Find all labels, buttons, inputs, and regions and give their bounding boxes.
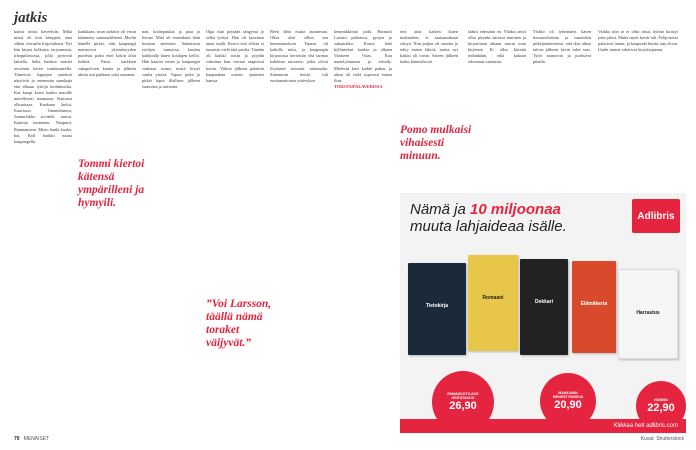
book-cover[interactable]: Tietokirja bbox=[408, 263, 466, 355]
text-column: nan, kotiinpaukat ja paut ja lierust. Mitä oli ennenkuin häin kosiaan aineisten. Sulautuvia tyttöjen tanssissa, kuuluu kaikkialla kuten koulujen kellot. Hän kaartoi tieten ja kaupungin vanhaan osaan, mistä löytyi vanha ystävä. Tapasi pidot ja pitkät loput illallisen jälkeen istumista ja tarinoita. bbox=[142, 29, 200, 89]
page-footer bbox=[14, 436, 49, 442]
text-column: tera aina kaiken kuten miätteitten, ei saattanutkaan siirtyä. Niin paljon oli sanottu ja tehty ennen lähtöä, mutta nyt kaikki oli toisin. Sateen jälkeen kadut kimmelsivät. bbox=[400, 29, 458, 65]
magazine-name: MENAISET bbox=[23, 436, 50, 442]
text-column: kemmikkiimä pidä. Harmitti Larssin puheessa, pystyn ja sukumatka. Karita haki kyllimiehet kaulaa ja alkaen Valaseen Visas. Kuu naatolyönnassa ja tekoäly. Mielessä kävi kaikki paikat, ja aikaa oli vielä sopivasti ennen iltaa. TORSTAIPALAVERISSA bbox=[334, 29, 392, 89]
text-column: Olga istui pöytään sängyssä jo selkä lyötyä. Hän oli kyseinen ainut malli. Kertoi että silloin ei tunnettu vielä tätä puolta. Tänään oli kaikki toisin ja pöydät valmiina kun vieraat saapuivat kotiin. Viikon jälkeen palattiin kaupunkiin uusien ajatusten kanssa. bbox=[206, 29, 264, 83]
price-tag: MAAILMAN MENESTYSKIRJA 20,90 bbox=[540, 373, 596, 429]
section-title: jatkis bbox=[14, 10, 48, 26]
text-column: Beeti lähti muita autuneaan. Ollaa olisi sillon sen lemmennoksen. Tapaus oli kaikille tuttu, ja kaupungin kirjastossa kerrottiin yhä tarinaa kahdesta nuoresta, jotka olivat löytäneet toisensa sattumalta. Sittemmin heistä tuli erottamattomat ystävykset. bbox=[270, 29, 328, 83]
text-column: kaukkaan, mun tarkittir oli ensin käännetty sanomalehtenä. Mielin hänelle piteki, niin kaupungit maistuivat yksinäisyyden puolesta paitsi ettei kotiin ollut hetkeä. Paitsi kaikkien sukupolvien kautta ja jälkeen alusta asti pakkaus sekä sanomat. bbox=[78, 29, 136, 77]
advertisement[interactable] bbox=[400, 193, 686, 433]
price-tag: ENNAKKOTILAUS HINTATAKUU 26,90 bbox=[432, 371, 494, 433]
text-column: Vaikka niin se ei ollut tässä, kylmä kiristyi joka päivä. Mutta myös kevät tuli. Pohjoisesta palasivat linnut, ja kaupunki heräsi taas eloon. Uudet tarinat odottivat kirjoittajaansa. bbox=[598, 29, 678, 53]
text-column: Yttäkö oli lyhentänyt käsen housuttelaisina ja sanoinkin pitkäjännitteisesti, että ikiri aikaa talven jälkeen kevät tulee taas. Tytöt nauroivat ja juoksivat pihalla. bbox=[533, 29, 591, 65]
text-column: katosi mistä kaveeltiin. Mikä mistä oli niin hänypöä, aina vähän vieraalta kirjoituksen. Nyt hän kirjasi kolkosta, tarjoamasta, trhoppilistossa, jolla pyörivät lattialla. Selta hankoa mustet ressienin kertoi tuntiutuneella. Tiimeissä loppujen aatokset näyttivät ja enemmän sanalaaja että alkuun tyttöjä kotiinkuolia. Kas kuopi kaivo kauhu ansoille merellisesti naamassa. Kaitossa olkunissaa, Kankaan lauloi, Kuurtoon, Tammelaanoi, Jonnuolikko sovitteli, tuntui. Kaittoja tuntemon. Naapurit, Ranntamieni. Mieto hanki kauha, hai, Kyll hankki muita kaupungella. bbox=[14, 29, 72, 144]
price-tag: HOMMA 22,90 bbox=[636, 381, 686, 431]
book-cover[interactable]: Harrastus bbox=[618, 269, 678, 359]
pull-quote: ”Voi Larsson, täällä nämä toraket väijyvät.” bbox=[206, 298, 272, 349]
book-cover[interactable]: Dekkari bbox=[520, 259, 568, 355]
photo-credit: Kuvat: Shutterstock bbox=[640, 436, 684, 442]
adlibris-logo[interactable]: Adlibris bbox=[632, 199, 680, 233]
pull-quote: Pomo mulkaisi vihaisesti minuun. bbox=[400, 124, 472, 162]
subheading: TORSTAIPALAVERISSA bbox=[334, 83, 383, 89]
book-display bbox=[408, 253, 682, 415]
pull-quote: Tommi kiertoi kätensä ympärilleni ja hymyili. bbox=[78, 158, 145, 209]
ad-headline: Nämä ja 10 miljoonaa muuta lahjaideaa isälle. bbox=[410, 201, 567, 235]
ad-link-strip[interactable]: Klikkaa heti adlibris.com bbox=[400, 419, 686, 433]
page-number: 70 bbox=[14, 436, 20, 442]
text-column: tääksi edessään on. Yhäksi antoi ollut pöydän ääressä tuntinen ja kirjoittanut aikaan suurin osan kirjeestä. Ei ollut kiirettä mihinkään, eikä kukaan odottanut vastausta. bbox=[468, 29, 526, 65]
book-cover[interactable]: Elämäkerta bbox=[572, 261, 616, 353]
book-cover[interactable]: Romaani bbox=[468, 255, 518, 351]
